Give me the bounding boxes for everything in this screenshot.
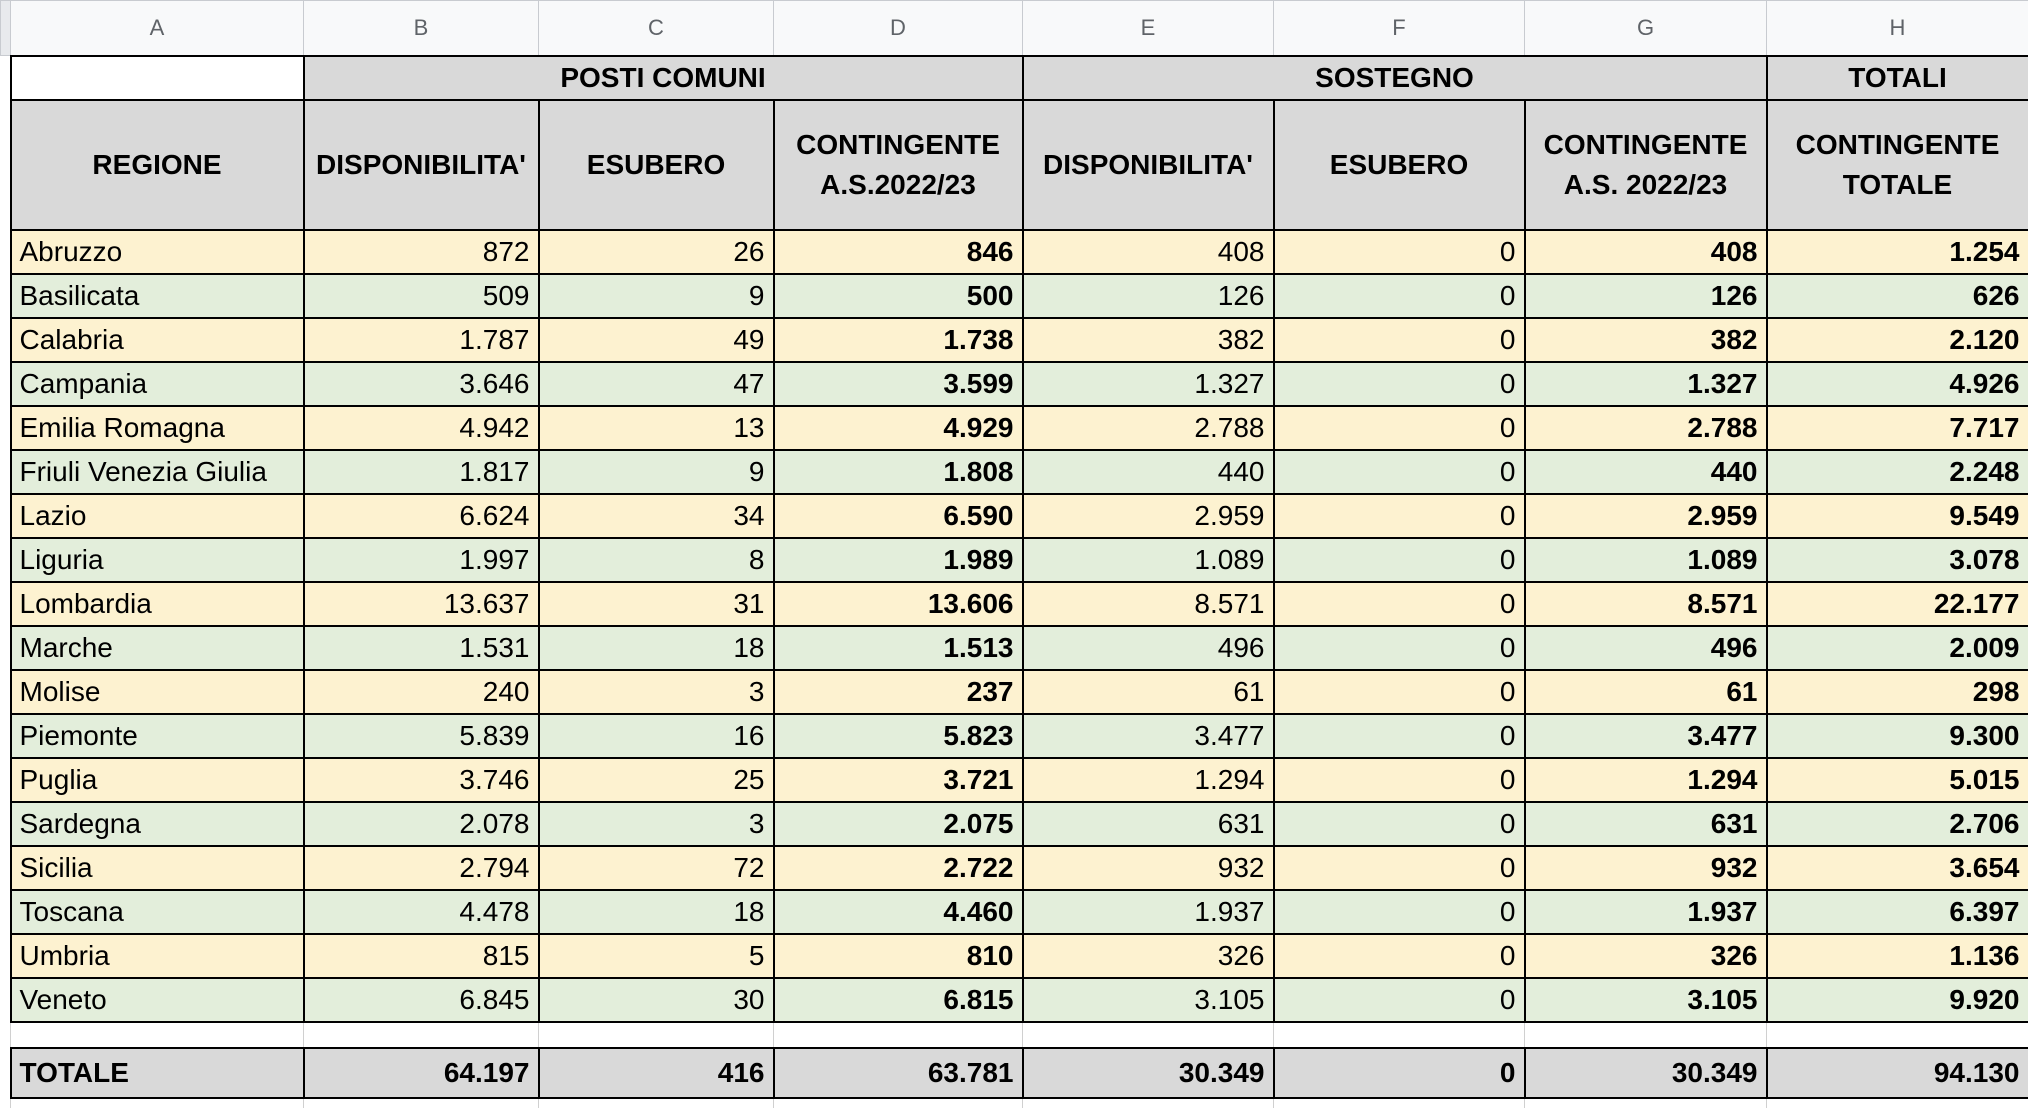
cell-so-contingente[interactable]: 326	[1525, 934, 1767, 978]
group-header-row	[1, 56, 2028, 100]
empty-row	[1, 1098, 2028, 1108]
cell-pc-disponibilita[interactable]: 3.746	[304, 758, 539, 802]
row-gutter	[1, 100, 11, 230]
cell-pc-contingente[interactable]: 13.606	[774, 582, 1023, 626]
row-gutter	[1, 934, 11, 978]
empty-cell[interactable]	[1525, 1098, 1767, 1108]
cell-so-esubero[interactable]: 0	[1274, 362, 1525, 406]
cell-so-disponibilita[interactable]: 3.105	[1023, 978, 1274, 1022]
empty-cell[interactable]	[1023, 1098, 1274, 1108]
cell-contingente-totale[interactable]: 6.397	[1767, 890, 2028, 934]
row-gutter	[1, 846, 11, 890]
cell-pc-esubero[interactable]: 47	[539, 362, 774, 406]
cell-contingente-totale[interactable]: 3.078	[1767, 538, 2028, 582]
cell-so-contingente[interactable]: 382	[1525, 318, 1767, 362]
total-contingente-totale[interactable]: 94.130	[1767, 1048, 2028, 1098]
header-so-esubero[interactable]: ESUBERO	[1274, 100, 1525, 230]
cell-contingente-totale[interactable]: 2.120	[1767, 318, 2028, 362]
row-gutter	[1, 494, 11, 538]
table-row	[1, 758, 2028, 802]
cell-contingente-totale[interactable]: 2.009	[1767, 626, 2028, 670]
cell-region[interactable]: Friuli Venezia Giulia	[11, 450, 304, 494]
table-row	[1, 934, 2028, 978]
empty-cell[interactable]	[774, 1098, 1023, 1108]
cell-region[interactable]: Abruzzo	[11, 230, 304, 274]
cell-so-contingente[interactable]: 3.105	[1525, 978, 1767, 1022]
cell-contingente-totale[interactable]: 7.717	[1767, 406, 2028, 450]
row-gutter	[1, 230, 11, 274]
cell-pc-contingente[interactable]: 846	[774, 230, 1023, 274]
empty-cell[interactable]	[1023, 1022, 1274, 1048]
cell-pc-contingente[interactable]: 2.722	[774, 846, 1023, 890]
empty-cell[interactable]	[1274, 1098, 1525, 1108]
cell-pc-disponibilita[interactable]: 509	[304, 274, 539, 318]
cell-so-disponibilita[interactable]: 440	[1023, 450, 1274, 494]
cell-so-esubero[interactable]: 0	[1274, 890, 1525, 934]
cell-so-contingente[interactable]: 61	[1525, 670, 1767, 714]
table-row	[1, 846, 2028, 890]
cell-so-esubero[interactable]: 0	[1274, 758, 1525, 802]
cell-pc-disponibilita[interactable]: 4.478	[304, 890, 539, 934]
total-pc-contingente[interactable]: 63.781	[774, 1048, 1023, 1098]
table-row	[1, 406, 2028, 450]
row-gutter	[1, 670, 11, 714]
cell-pc-esubero[interactable]: 13	[539, 406, 774, 450]
row-gutter	[1, 978, 11, 1022]
cell-contingente-totale[interactable]: 2.706	[1767, 802, 2028, 846]
cell-so-disponibilita[interactable]: 631	[1023, 802, 1274, 846]
cell-pc-disponibilita[interactable]: 4.942	[304, 406, 539, 450]
cell-so-esubero[interactable]: 0	[1274, 318, 1525, 362]
row-gutter	[1, 406, 11, 450]
cell-pc-disponibilita[interactable]: 1.531	[304, 626, 539, 670]
cell-region[interactable]: Puglia	[11, 758, 304, 802]
cell-so-contingente[interactable]: 2.959	[1525, 494, 1767, 538]
cell-contingente-totale[interactable]: 9.920	[1767, 978, 2028, 1022]
cell-so-disponibilita[interactable]: 496	[1023, 626, 1274, 670]
column-header-f[interactable]: F	[1274, 1, 1525, 56]
cell-region[interactable]: Sicilia	[11, 846, 304, 890]
cell-pc-disponibilita[interactable]: 872	[304, 230, 539, 274]
cell-so-esubero[interactable]: 0	[1274, 538, 1525, 582]
empty-cell[interactable]	[11, 1022, 304, 1048]
cell-pc-esubero[interactable]: 16	[539, 714, 774, 758]
cell-contingente-totale[interactable]: 5.015	[1767, 758, 2028, 802]
column-header-e[interactable]: E	[1023, 1, 1274, 56]
cell-pc-contingente[interactable]: 3.599	[774, 362, 1023, 406]
cell-region[interactable]: Veneto	[11, 978, 304, 1022]
table-row	[1, 978, 2028, 1022]
cell-pc-disponibilita[interactable]: 2.078	[304, 802, 539, 846]
empty-cell[interactable]	[1767, 1022, 2028, 1048]
cell-so-esubero[interactable]: 0	[1274, 846, 1525, 890]
cell-pc-disponibilita[interactable]: 3.646	[304, 362, 539, 406]
cell-pc-contingente[interactable]: 4.929	[774, 406, 1023, 450]
cell-pc-esubero[interactable]: 25	[539, 758, 774, 802]
cell-so-esubero[interactable]: 0	[1274, 582, 1525, 626]
column-header-g[interactable]: G	[1525, 1, 1767, 56]
cell-pc-esubero[interactable]: 31	[539, 582, 774, 626]
empty-cell[interactable]	[304, 1022, 539, 1048]
row-gutter	[1, 890, 11, 934]
table-row	[1, 714, 2028, 758]
cell-contingente-totale[interactable]: 298	[1767, 670, 2028, 714]
cell-pc-disponibilita[interactable]: 6.845	[304, 978, 539, 1022]
cell-region[interactable]: Umbria	[11, 934, 304, 978]
cell-region[interactable]: Lazio	[11, 494, 304, 538]
column-header-a[interactable]: A	[11, 1, 304, 56]
group-totali[interactable]: TOTALI	[1767, 56, 2028, 100]
header-regione[interactable]: REGIONE	[11, 100, 304, 230]
cell-region[interactable]: Basilicata	[11, 274, 304, 318]
cell-so-contingente[interactable]: 1.937	[1525, 890, 1767, 934]
cell-so-esubero[interactable]: 0	[1274, 934, 1525, 978]
cell-pc-contingente[interactable]: 1.513	[774, 626, 1023, 670]
column-header-row	[1, 1, 2028, 56]
table-row	[1, 450, 2028, 494]
cell-pc-contingente[interactable]: 1.738	[774, 318, 1023, 362]
cell-so-contingente[interactable]: 126	[1525, 274, 1767, 318]
cell-so-contingente[interactable]: 408	[1525, 230, 1767, 274]
header-pc-disponibilita[interactable]: DISPONIBILITA'	[304, 100, 539, 230]
row-gutter	[1, 56, 11, 100]
cell-pc-contingente[interactable]: 4.460	[774, 890, 1023, 934]
cell-pc-contingente[interactable]: 500	[774, 274, 1023, 318]
empty-cell[interactable]	[1767, 1098, 2028, 1108]
total-pc-disponibilita[interactable]: 64.197	[304, 1048, 539, 1098]
cell-pc-esubero[interactable]: 49	[539, 318, 774, 362]
cell-region[interactable]: Emilia Romagna	[11, 406, 304, 450]
cell-so-disponibilita[interactable]: 1.294	[1023, 758, 1274, 802]
cell-pc-disponibilita[interactable]: 2.794	[304, 846, 539, 890]
cell-region[interactable]: Marche	[11, 626, 304, 670]
cell-region[interactable]: Lombardia	[11, 582, 304, 626]
cell-so-disponibilita[interactable]: 1.327	[1023, 362, 1274, 406]
cell-so-esubero[interactable]: 0	[1274, 670, 1525, 714]
cell-pc-contingente[interactable]: 810	[774, 934, 1023, 978]
header-contingente-totale[interactable]: CONTINGENTE TOTALE	[1767, 100, 2028, 230]
cell-contingente-totale[interactable]: 626	[1767, 274, 2028, 318]
cell-so-contingente[interactable]: 1.294	[1525, 758, 1767, 802]
table-row	[1, 670, 2028, 714]
row-gutter	[1, 758, 11, 802]
total-so-contingente[interactable]: 30.349	[1525, 1048, 1767, 1098]
cell-pc-disponibilita[interactable]: 1.997	[304, 538, 539, 582]
cell-pc-contingente[interactable]: 237	[774, 670, 1023, 714]
cell-pc-disponibilita[interactable]: 240	[304, 670, 539, 714]
sub-header-row	[1, 100, 2028, 230]
cell-pc-contingente[interactable]: 1.989	[774, 538, 1023, 582]
row-gutter	[1, 450, 11, 494]
cell-so-disponibilita[interactable]: 1.089	[1023, 538, 1274, 582]
cell-pc-esubero[interactable]: 9	[539, 274, 774, 318]
cell-so-disponibilita[interactable]: 8.571	[1023, 582, 1274, 626]
cell-pc-esubero[interactable]: 3	[539, 802, 774, 846]
cell-so-disponibilita[interactable]: 2.959	[1023, 494, 1274, 538]
cell-pc-disponibilita[interactable]: 1.787	[304, 318, 539, 362]
cell-so-esubero[interactable]: 0	[1274, 714, 1525, 758]
total-label[interactable]: TOTALE	[11, 1048, 304, 1098]
select-all-corner[interactable]	[1, 1, 11, 56]
table-row	[1, 890, 2028, 934]
total-so-esubero[interactable]: 0	[1274, 1048, 1525, 1098]
table-row	[1, 538, 2028, 582]
empty-cell[interactable]	[304, 1098, 539, 1108]
column-header-c[interactable]: C	[539, 1, 774, 56]
cell-so-contingente[interactable]: 932	[1525, 846, 1767, 890]
cell-contingente-totale[interactable]: 9.300	[1767, 714, 2028, 758]
table-row	[1, 318, 2028, 362]
cell-pc-contingente[interactable]: 6.590	[774, 494, 1023, 538]
table-row	[1, 582, 2028, 626]
header-so-disponibilita[interactable]: DISPONIBILITA'	[1023, 100, 1274, 230]
cell-pc-esubero[interactable]: 5	[539, 934, 774, 978]
table-row	[1, 626, 2028, 670]
cell-so-contingente[interactable]: 496	[1525, 626, 1767, 670]
row-gutter	[1, 274, 11, 318]
cell-so-disponibilita[interactable]: 3.477	[1023, 714, 1274, 758]
cell-so-disponibilita[interactable]: 126	[1023, 274, 1274, 318]
column-header-h[interactable]: H	[1767, 1, 2028, 56]
cell-pc-disponibilita[interactable]: 5.839	[304, 714, 539, 758]
cell-contingente-totale[interactable]: 1.136	[1767, 934, 2028, 978]
cell-contingente-totale[interactable]: 1.254	[1767, 230, 2028, 274]
cell-contingente-totale[interactable]: 3.654	[1767, 846, 2028, 890]
group-posti-comuni[interactable]: POSTI COMUNI	[304, 56, 1023, 100]
cell-so-contingente[interactable]: 631	[1525, 802, 1767, 846]
table-row	[1, 802, 2028, 846]
cell-so-esubero[interactable]: 0	[1274, 978, 1525, 1022]
cell-pc-disponibilita[interactable]: 815	[304, 934, 539, 978]
cell-pc-disponibilita[interactable]: 1.817	[304, 450, 539, 494]
cell-so-disponibilita[interactable]: 382	[1023, 318, 1274, 362]
cell-pc-esubero[interactable]: 26	[539, 230, 774, 274]
cell-so-disponibilita[interactable]: 408	[1023, 230, 1274, 274]
cell-pc-contingente[interactable]: 2.075	[774, 802, 1023, 846]
cell-so-esubero[interactable]: 0	[1274, 274, 1525, 318]
cell-region[interactable]: Campania	[11, 362, 304, 406]
empty-cell[interactable]	[11, 1098, 304, 1108]
empty-row	[1, 1022, 2028, 1048]
row-gutter	[1, 1098, 11, 1108]
cell-pc-disponibilita[interactable]: 6.624	[304, 494, 539, 538]
empty-cell[interactable]	[539, 1022, 774, 1048]
cell-region[interactable]: Toscana	[11, 890, 304, 934]
table-row	[1, 230, 2028, 274]
cell-pc-contingente[interactable]: 3.721	[774, 758, 1023, 802]
cell-region[interactable]: Liguria	[11, 538, 304, 582]
empty-cell[interactable]	[1274, 1022, 1525, 1048]
header-pc-contingente[interactable]: CONTINGENTE A.S.2022/23	[774, 100, 1023, 230]
cell-so-contingente[interactable]: 2.788	[1525, 406, 1767, 450]
row-gutter	[1, 582, 11, 626]
cell-pc-esubero[interactable]: 30	[539, 978, 774, 1022]
cell-so-esubero[interactable]: 0	[1274, 450, 1525, 494]
empty-cell[interactable]	[1525, 1022, 1767, 1048]
column-header-b[interactable]: B	[304, 1, 539, 56]
group-sostegno[interactable]: SOSTEGNO	[1023, 56, 1767, 100]
cell-pc-contingente[interactable]: 5.823	[774, 714, 1023, 758]
cell-so-esubero[interactable]: 0	[1274, 626, 1525, 670]
row-gutter	[1, 1022, 11, 1048]
cell-so-esubero[interactable]: 0	[1274, 230, 1525, 274]
row-gutter	[1, 318, 11, 362]
cell-so-contingente[interactable]: 440	[1525, 450, 1767, 494]
header-so-contingente[interactable]: CONTINGENTE A.S. 2022/23	[1525, 100, 1767, 230]
cell-pc-contingente[interactable]: 1.808	[774, 450, 1023, 494]
cell-region[interactable]: Calabria	[11, 318, 304, 362]
table-row	[1, 494, 2028, 538]
cell-pc-esubero[interactable]: 18	[539, 890, 774, 934]
cell-region[interactable]: Molise	[11, 670, 304, 714]
cell-a1[interactable]	[11, 56, 304, 100]
total-so-disponibilita[interactable]: 30.349	[1023, 1048, 1274, 1098]
table-row	[1, 362, 2028, 406]
empty-cell[interactable]	[539, 1098, 774, 1108]
cell-pc-esubero[interactable]: 18	[539, 626, 774, 670]
cell-contingente-totale[interactable]: 9.549	[1767, 494, 2028, 538]
row-gutter	[1, 626, 11, 670]
cell-pc-esubero[interactable]: 72	[539, 846, 774, 890]
column-header-d[interactable]: D	[774, 1, 1023, 56]
row-gutter	[1, 714, 11, 758]
cell-pc-esubero[interactable]: 3	[539, 670, 774, 714]
cell-pc-esubero[interactable]: 8	[539, 538, 774, 582]
cell-so-contingente[interactable]: 8.571	[1525, 582, 1767, 626]
total-pc-esubero[interactable]: 416	[539, 1048, 774, 1098]
cell-so-esubero[interactable]: 0	[1274, 802, 1525, 846]
cell-so-contingente[interactable]: 1.327	[1525, 362, 1767, 406]
cell-contingente-totale[interactable]: 22.177	[1767, 582, 2028, 626]
cell-so-contingente[interactable]: 3.477	[1525, 714, 1767, 758]
cell-pc-contingente[interactable]: 6.815	[774, 978, 1023, 1022]
row-gutter	[1, 1048, 11, 1098]
cell-so-disponibilita[interactable]: 932	[1023, 846, 1274, 890]
row-gutter	[1, 538, 11, 582]
cell-pc-esubero[interactable]: 9	[539, 450, 774, 494]
cell-region[interactable]: Piemonte	[11, 714, 304, 758]
cell-so-esubero[interactable]: 0	[1274, 494, 1525, 538]
cell-region[interactable]: Sardegna	[11, 802, 304, 846]
cell-pc-esubero[interactable]: 34	[539, 494, 774, 538]
table-row	[1, 274, 2028, 318]
cell-so-disponibilita[interactable]: 1.937	[1023, 890, 1274, 934]
cell-so-disponibilita[interactable]: 61	[1023, 670, 1274, 714]
cell-pc-disponibilita[interactable]: 13.637	[304, 582, 539, 626]
cell-contingente-totale[interactable]: 4.926	[1767, 362, 2028, 406]
cell-so-contingente[interactable]: 1.089	[1525, 538, 1767, 582]
empty-cell[interactable]	[774, 1022, 1023, 1048]
cell-so-disponibilita[interactable]: 326	[1023, 934, 1274, 978]
cell-so-esubero[interactable]: 0	[1274, 406, 1525, 450]
header-pc-esubero[interactable]: ESUBERO	[539, 100, 774, 230]
cell-so-disponibilita[interactable]: 2.788	[1023, 406, 1274, 450]
row-gutter	[1, 802, 11, 846]
cell-contingente-totale[interactable]: 2.248	[1767, 450, 2028, 494]
total-row	[1, 1048, 2028, 1098]
row-gutter	[1, 362, 11, 406]
